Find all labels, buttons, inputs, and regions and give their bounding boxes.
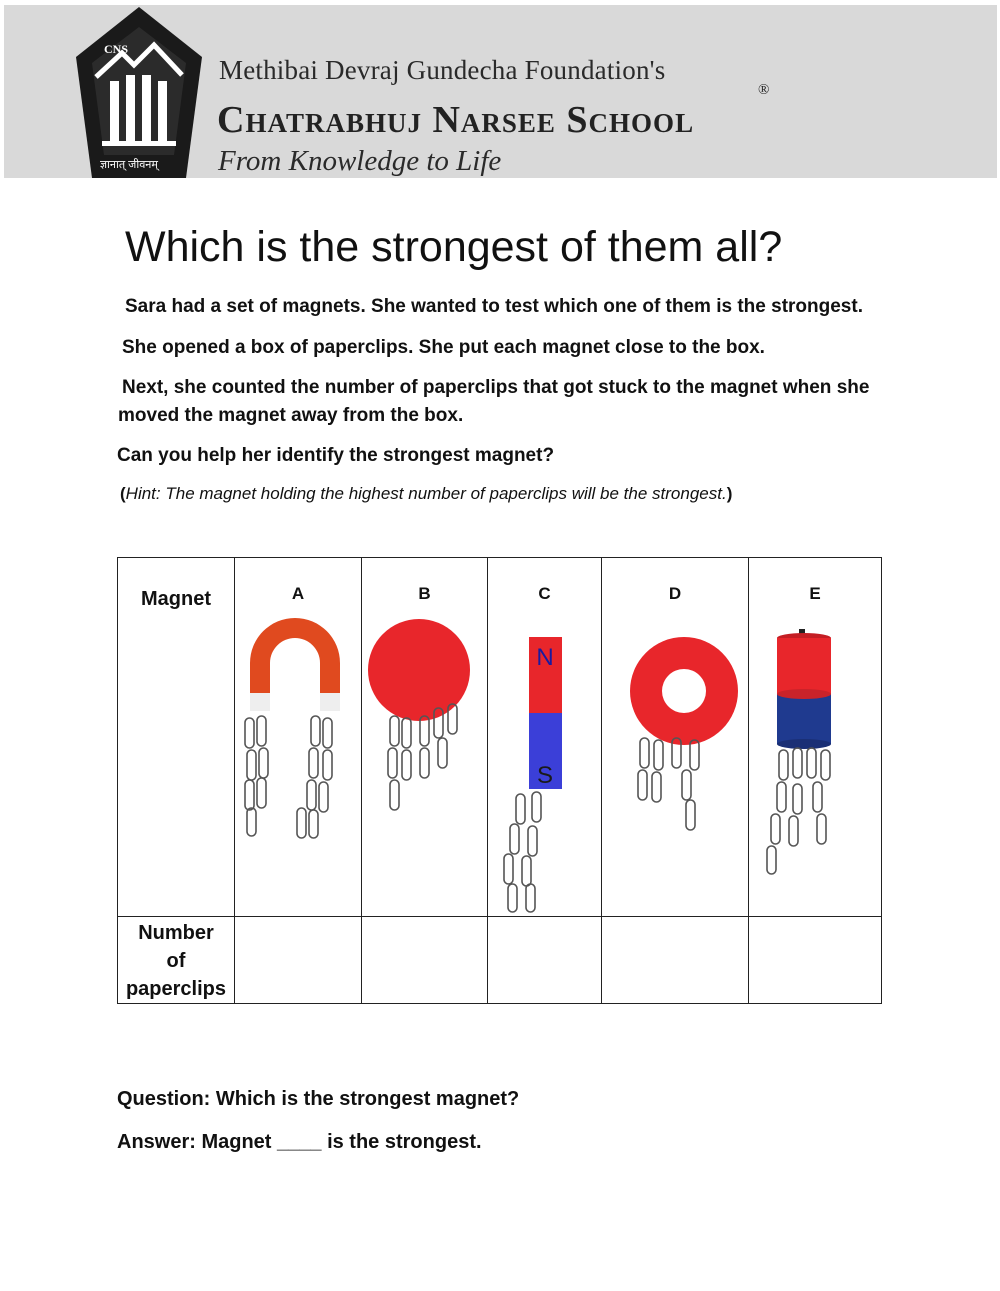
count-row-header xyxy=(118,917,235,1004)
foundation-name: Methibai Devraj Gundecha Foundation's xyxy=(219,55,666,85)
magnet-table xyxy=(117,557,882,1004)
hint-open-paren: ( xyxy=(120,484,126,503)
magnet-letter-d: D xyxy=(668,584,682,603)
school-logo xyxy=(74,5,204,178)
school-motto: From Knowledge to Life xyxy=(218,145,502,177)
count-row-label-line-2: of xyxy=(166,950,186,972)
logo-motto: ज्ञानात् जीवनम् xyxy=(100,159,158,171)
instruction-paragraph-1: Sara had a set of magnets. She wanted to test which one of them is the strongest. xyxy=(125,296,863,317)
count-input-c[interactable] xyxy=(488,917,602,1004)
magnet-cell-e xyxy=(749,558,882,917)
magnet-row-header xyxy=(118,558,235,917)
count-input-d[interactable] xyxy=(602,917,749,1004)
count-row-label-line-1: Number xyxy=(138,922,214,944)
horseshoe-magnet-icon xyxy=(235,558,362,916)
instruction-paragraph-3: Next, she counted the number of paperclips that got stuck to the magnet when she moved the magnet away from the box. xyxy=(118,377,870,426)
hint-body: Hint: The magnet holding the highest number of paperclips will be the strongest. xyxy=(125,484,727,503)
magnet-letter-b: B xyxy=(418,584,431,603)
ring-magnet-icon xyxy=(602,558,749,916)
north-pole-label: N xyxy=(536,644,554,671)
magnet-letter-c: C xyxy=(538,584,551,603)
magnet-letter-a: A xyxy=(291,584,305,603)
count-input-e[interactable] xyxy=(749,917,882,1004)
question-text: Question: Which is the strongest magnet? xyxy=(117,1088,520,1110)
logo-label: CNS xyxy=(104,42,129,56)
hint-text xyxy=(120,484,732,504)
school-name: Chatrabhuj Narsee School xyxy=(217,99,695,141)
cylinder-magnet-icon xyxy=(749,558,882,916)
disc-magnet-icon xyxy=(362,558,488,916)
count-input-b[interactable] xyxy=(362,917,488,1004)
instruction-paragraph-2: She opened a box of paperclips. She put each magnet close to the box. xyxy=(122,337,765,358)
magnet-cell-a xyxy=(235,558,362,917)
worksheet-title: Which is the strongest of them all? xyxy=(125,223,783,271)
count-row-label-line-3: paperclips xyxy=(125,978,227,1000)
school-banner xyxy=(4,5,997,178)
count-input-a[interactable] xyxy=(235,917,362,1004)
magnet-cell-b xyxy=(362,558,488,917)
bar-magnet-icon xyxy=(488,558,602,916)
magnet-letter-e: E xyxy=(809,584,821,603)
magnet-row-label: Magnet xyxy=(141,588,211,610)
instruction-question: Can you help her identify the strongest magnet? xyxy=(117,445,555,466)
south-pole-label: S xyxy=(536,762,554,789)
magnet-cell-d xyxy=(602,558,749,917)
registered-mark: ® xyxy=(758,82,770,98)
answer-text[interactable]: Answer: Magnet ____ is the strongest. xyxy=(117,1131,482,1153)
magnet-cell-c xyxy=(488,558,602,917)
hint-close-paren: ) xyxy=(726,484,733,503)
